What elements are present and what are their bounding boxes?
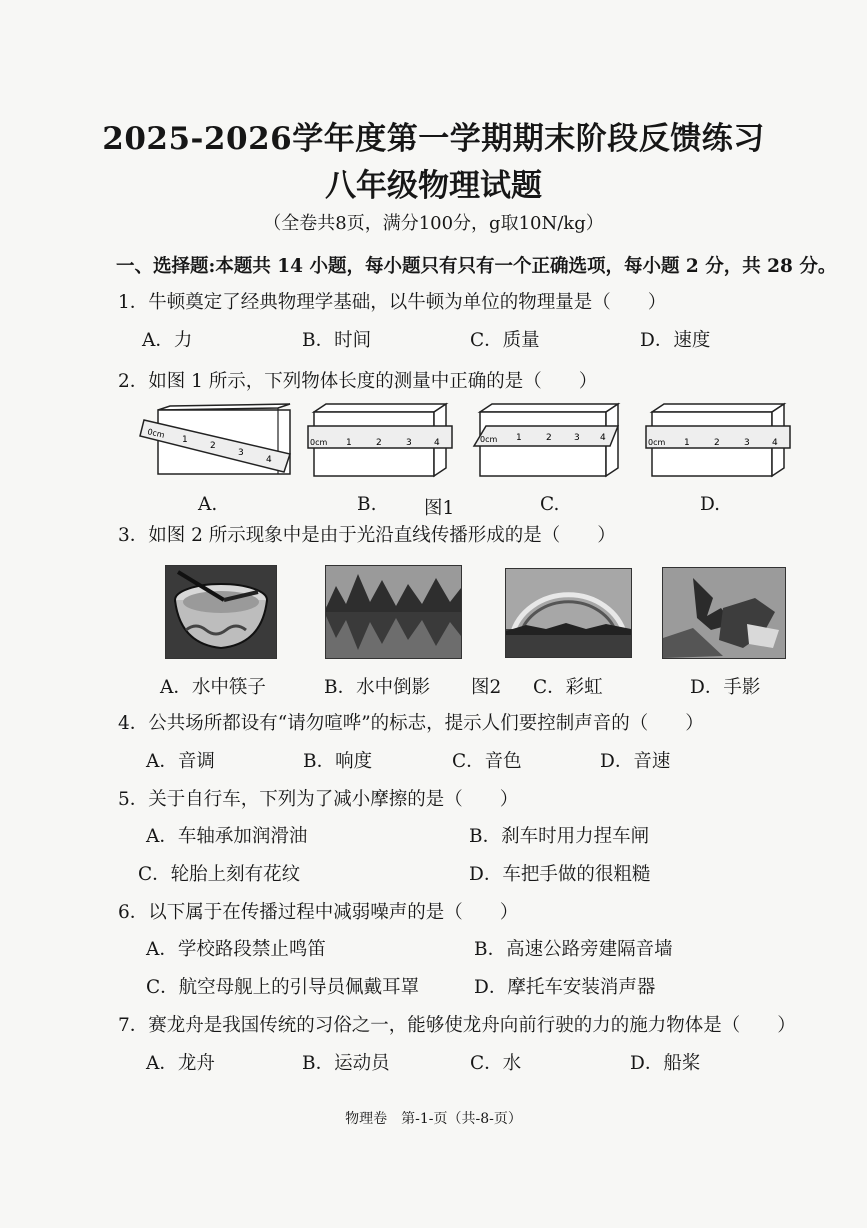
svg-text:2: 2 <box>376 438 382 448</box>
svg-text:0cm: 0cm <box>310 438 328 447</box>
svg-text:1: 1 <box>182 435 188 445</box>
ruler-diagram-c <box>474 404 618 476</box>
exam-title: 2025-2026学年度第一学期期末阶段反馈练习 <box>102 121 765 157</box>
question-1-option-c[interactable]: C．质量 <box>470 330 540 351</box>
question-4-option-d[interactable]: D．音速 <box>600 751 671 772</box>
question-2-stem: 2．如图 1 所示，下列物体长度的测量中正确的是（ ） <box>118 371 598 392</box>
svg-text:3: 3 <box>574 433 580 443</box>
question-4-stem: 4．公共场所都设有“请勿喧哗”的标志，提示人们要控制声音的（ ） <box>118 713 704 734</box>
ruler-diagram-b <box>308 404 452 476</box>
question-1-option-b[interactable]: B．时间 <box>302 330 372 351</box>
question-1-stem: 1．牛顿奠定了经典物理学基础，以牛顿为单位的物理量是（ ） <box>118 292 667 313</box>
question-4-option-a[interactable]: A．音调 <box>146 751 215 772</box>
question-7-stem: 7．赛龙舟是我国传统的习俗之一，能够使龙舟向前行驶的力的施力物体是（ ） <box>118 1015 796 1036</box>
question-7-option-b[interactable]: B．运动员 <box>302 1053 390 1074</box>
question-4-option-b[interactable]: B．响度 <box>303 751 373 772</box>
figure-1-rulers <box>138 400 798 486</box>
question-6-option-a[interactable]: A．学校路段禁止鸣笛 <box>146 939 326 960</box>
svg-text:1: 1 <box>346 438 352 448</box>
svg-text:2: 2 <box>210 441 216 451</box>
svg-text:2: 2 <box>714 438 720 448</box>
svg-text:0cm: 0cm <box>480 435 498 444</box>
svg-text:3: 3 <box>744 438 750 448</box>
question-4-option-c[interactable]: C．音色 <box>452 751 522 772</box>
question-5-stem: 5．关于自行车，下列为了减小摩擦的是（ ） <box>118 789 519 810</box>
svg-text:0cm: 0cm <box>648 438 666 447</box>
question-2-option-b[interactable]: B. <box>357 494 377 515</box>
question-1-option-a[interactable]: A．力 <box>142 330 193 351</box>
question-5-option-b[interactable]: B．刹车时用力捏车闸 <box>469 826 650 847</box>
ruler-diagram-a <box>140 404 290 474</box>
svg-text:4: 4 <box>434 438 440 448</box>
question-3-option-b[interactable]: B．水中倒影 <box>324 677 431 698</box>
svg-text:4: 4 <box>266 455 272 465</box>
question-6-option-b[interactable]: B．高速公路旁建隔音墙 <box>474 939 673 960</box>
svg-text:3: 3 <box>238 448 244 458</box>
svg-text:3: 3 <box>406 438 412 448</box>
question-5-option-c[interactable]: C．轮胎上刻有花纹 <box>138 864 301 885</box>
section-heading: 一、选择题:本题共 14 小题，每小题只有只有一个正确选项，每小题 2 分，共 28 分。 <box>116 256 837 277</box>
exam-note: （全卷共8页，满分100分，g取10N/kg） <box>263 213 604 234</box>
figure-2-label: 图2 <box>471 677 502 698</box>
question-5-option-a[interactable]: A．车轴承加润滑油 <box>146 826 308 847</box>
question-6-option-d[interactable]: D．摩托车安装消声器 <box>474 977 656 998</box>
question-7-option-a[interactable]: A．龙舟 <box>146 1053 215 1074</box>
question-2-option-a[interactable]: A. <box>198 494 218 515</box>
question-7-option-c[interactable]: C．水 <box>470 1053 522 1074</box>
question-2-option-c[interactable]: C. <box>540 494 560 515</box>
svg-text:1: 1 <box>516 433 522 443</box>
question-1-option-d[interactable]: D．速度 <box>640 330 711 351</box>
svg-text:4: 4 <box>600 433 606 443</box>
svg-text:1: 1 <box>684 438 690 448</box>
figure-1-label: 图1 <box>424 498 455 519</box>
question-5-option-d[interactable]: D．车把手做的很粗糙 <box>469 864 651 885</box>
svg-text:0cm: 0cm <box>146 427 166 440</box>
question-6-option-c[interactable]: C．航空母舰上的引导员佩戴耳罩 <box>146 977 420 998</box>
photo-reflection-in-water <box>325 565 462 659</box>
question-3-stem: 3．如图 2 所示现象中是由于光沿直线传播形成的是（ ） <box>118 525 616 546</box>
photo-chopsticks-in-water <box>165 565 277 659</box>
question-3-option-d[interactable]: D．手影 <box>690 677 761 698</box>
question-2-option-d[interactable]: D. <box>700 494 721 515</box>
question-6-stem: 6．以下属于在传播过程中减弱噪声的是（ ） <box>118 902 519 923</box>
photo-rainbow <box>505 568 632 658</box>
question-3-option-c[interactable]: C．彩虹 <box>533 677 603 698</box>
exam-subtitle: 八年级物理试题 <box>325 168 542 204</box>
photo-hand-shadow <box>662 567 786 659</box>
page-footer: 物理卷 第-1-页（共-8-页） <box>345 1111 522 1127</box>
question-7-option-d[interactable]: D．船桨 <box>630 1053 701 1074</box>
ruler-diagram-d <box>646 404 790 476</box>
svg-text:4: 4 <box>772 438 778 448</box>
svg-text:2: 2 <box>546 433 552 443</box>
question-3-option-a[interactable]: A．水中筷子 <box>160 677 266 698</box>
